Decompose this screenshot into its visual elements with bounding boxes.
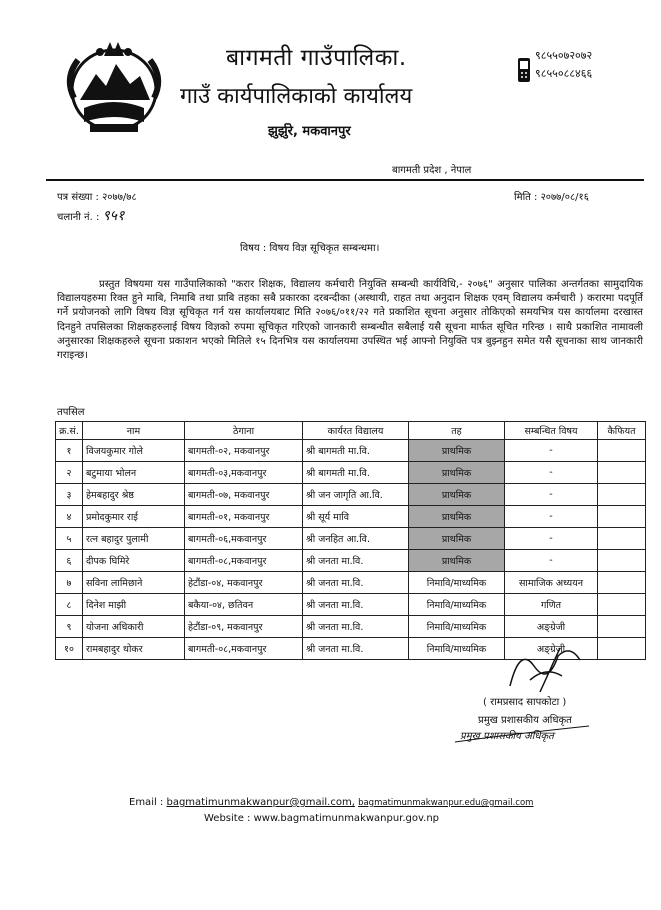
website-link[interactable]: Website : www.bagmatimunmakwanpur.gov.np	[204, 813, 440, 824]
cell-serial: ४	[56, 506, 83, 528]
cell-serial: ७	[56, 572, 83, 594]
letter-body	[57, 278, 643, 363]
cell-address: बागमती-०६,मकवानपुर	[185, 528, 303, 550]
cell-subject: अङ्ग्रेजी	[505, 638, 598, 660]
mobile-phone-icon	[517, 57, 531, 83]
header-divider	[46, 179, 644, 181]
table-row	[56, 484, 646, 506]
cell-level: प्राथमिक	[409, 462, 505, 484]
cell-school: श्री बागमती मा.वि.	[303, 462, 409, 484]
phone-numbers	[535, 47, 592, 83]
cell-address: बागमती-०१, मकवानपुर	[185, 506, 303, 528]
cell-subject: सामाजिक अध्ययन	[505, 572, 598, 594]
cell-address: बकैया-०४, छतिवन	[185, 594, 303, 616]
cell-name: रामबहादुर थोकर	[83, 638, 185, 660]
cell-serial: ३	[56, 484, 83, 506]
cell-name: विजयकुमार गोले	[83, 440, 185, 462]
cell-address: हेटौंडा-०९, मकवानपुर	[185, 616, 303, 638]
table-body	[56, 440, 646, 660]
email-link-primary[interactable]: bagmatimunmakwanpur@gmail.com,	[166, 797, 355, 808]
col-header-serial: क्र.सं.	[56, 422, 83, 440]
cell-name: दिनेश माझी	[83, 594, 185, 616]
signature-scribble	[500, 636, 590, 696]
dispatch-value: ९५१	[102, 208, 125, 224]
email-label: Email :	[129, 797, 164, 808]
phone-number: ९८५५०७२०७२	[535, 49, 593, 62]
cell-remarks	[598, 594, 646, 616]
cell-subject: अङ्ग्रेजी	[505, 616, 598, 638]
cell-school: श्री सूर्य मावि	[303, 506, 409, 528]
col-header-remarks: कैफियत	[598, 422, 646, 440]
cell-serial: १	[56, 440, 83, 462]
cell-subject: -	[505, 528, 598, 550]
cell-level: प्राथमिक	[409, 506, 505, 528]
government-emblem-icon	[60, 38, 168, 138]
cell-serial: १०	[56, 638, 83, 660]
cell-name: हेमबहादुर श्रेष्ठ	[83, 484, 185, 506]
col-header-name: नाम	[83, 422, 185, 440]
cell-remarks	[598, 616, 646, 638]
cell-remarks	[598, 462, 646, 484]
cell-serial: ८	[56, 594, 83, 616]
cell-address: बागमती-०२, मकवानपुर	[185, 440, 303, 462]
cell-subject: -	[505, 462, 598, 484]
cell-address: हेटौंडा-०४, मकवानपुर	[185, 572, 303, 594]
col-header-address: ठेगाना	[185, 422, 303, 440]
cell-subject: -	[505, 440, 598, 462]
cell-remarks	[598, 550, 646, 572]
cell-name: बटुमाया भोलन	[83, 462, 185, 484]
contact-email	[129, 797, 533, 808]
annex-label: तपसिल	[57, 407, 85, 418]
cell-name: रत्न बहादुर पुलामी	[83, 528, 185, 550]
col-header-school: कार्यरत विद्यालय	[303, 422, 409, 440]
letter-date: मिति : २०७७/०८/१६	[514, 192, 589, 203]
signatory-name: ( रामप्रसाद सापकोटा )	[483, 697, 567, 708]
cell-level: निमावि/माध्यमिक	[409, 616, 505, 638]
table-row	[56, 440, 646, 462]
cell-remarks	[598, 484, 646, 506]
table-row	[56, 572, 646, 594]
cell-subject: -	[505, 550, 598, 572]
cell-remarks	[598, 528, 646, 550]
cell-serial: २	[56, 462, 83, 484]
cell-address: बागमती-०३,मकवानपुर	[185, 462, 303, 484]
cell-school: श्री जनता मा.वि.	[303, 594, 409, 616]
phone-number: ९८५५०८८४६६	[535, 67, 593, 80]
signatory-title: प्रमुख प्रशासकीय अधिकृत	[478, 715, 572, 726]
appointee-table	[55, 421, 646, 660]
cell-level: प्राथमिक	[409, 550, 505, 572]
cell-remarks	[598, 440, 646, 462]
province-label: बागमती प्रदेश , नेपाल	[392, 165, 472, 176]
municipality-name: बागमती गाउँपालिका.	[226, 45, 407, 71]
letter-subject: विषय : विषय विज्ञ सूचिकृत सम्बन्धमा।	[240, 243, 380, 254]
office-location: झुर्झुरे, मकवानपुर	[268, 124, 351, 139]
cell-level: प्राथमिक	[409, 528, 505, 550]
col-header-level: तह	[409, 422, 505, 440]
table-row	[56, 594, 646, 616]
cell-serial: ६	[56, 550, 83, 572]
cell-school: श्री बागमती मा.वि.	[303, 440, 409, 462]
dispatch-number	[57, 206, 124, 225]
cell-school: श्री जन जागृति आ.वि.	[303, 484, 409, 506]
cell-remarks	[598, 572, 646, 594]
body-paragraph: प्रस्तुत विषयमा यस गाउँपालिकाको "करार शिक्षक, विद्यालय कर्मचारी नियुक्ति सम्बन्धी कार्यविधि,- २०७६" अनुसार पालिका अन्तर्गतका सामुदायिक विद्यालयहरुमा रिक्त हुने माबि, निमाबि तथा प्राबि तहका सबै प्रकारका दरबन्दीका (अस्थायी, राहत तथा अनुदान शिक्षक एवम् विद्यालय कर्मचारी ) करारमा पदपूर्ति गर्ने प्रयोजनको लागि विषय विज्ञ सूचिकृत गर्न यस कार्यालयबाट मिति २०७६/०११/२२ गते प्रकाशित सूचना अनुसार तोकिएको समयभित्र यस कार्यालमा दरखास्त दिनहुने तपसिलका शिक्षकहरुलाई विषय विज्ञको रुपमा सूचिकृत गरिएको जानकारी सम्बन्धीत सबैलाई यसै सूचना मार्फत सूचित गरिन्छ । साथै प्रकाशित नामावली अनुसारका शिक्षकहरुले सूचना प्रकाशन भएको मितिले १५ दिनभित्र यस कार्यालयमा उपस्थित भई आफ्नो नियुक्ति पत्र बुझ्नहुन समेत यसै सूचनाका साथ जानकारी गराइन्छ।	[57, 279, 643, 362]
table-header-row	[56, 422, 646, 440]
cell-subject: गणित	[505, 594, 598, 616]
cell-address: बागमती-०८,मकवानपुर	[185, 638, 303, 660]
cell-level: प्राथमिक	[409, 484, 505, 506]
official-stamp: प्रमुख प्रशासकीय अधिकृत	[460, 731, 554, 742]
cell-remarks	[598, 638, 646, 660]
table-row	[56, 506, 646, 528]
cell-name: योजना अधिकारी	[83, 616, 185, 638]
dispatch-label: चलानी नं. :	[57, 212, 100, 223]
cell-address: बागमती-०७, मकवानपुर	[185, 484, 303, 506]
cell-school: श्री जनता मा.वि.	[303, 550, 409, 572]
cell-address: बागमती-०८,मकवानपुर	[185, 550, 303, 572]
cell-name: प्रमोदकुमार राई	[83, 506, 185, 528]
cell-school: श्री जनता मा.वि.	[303, 638, 409, 660]
cell-school: श्री जनता मा.वि.	[303, 572, 409, 594]
office-name: गाउँ कार्यपालिकाको कार्यालय	[180, 84, 413, 109]
email-link-secondary[interactable]: bagmatimunmakwanpur.edu@gmail.com	[358, 798, 534, 808]
cell-school: श्री जनहित आ.वि.	[303, 528, 409, 550]
cell-level: निमावि/माध्यमिक	[409, 594, 505, 616]
cell-serial: ५	[56, 528, 83, 550]
cell-subject: -	[505, 484, 598, 506]
cell-level: निमावि/माध्यमिक	[409, 572, 505, 594]
reference-number: पत्र संख्या : २०७७/७८	[57, 192, 137, 203]
table-row	[56, 616, 646, 638]
cell-level: प्राथमिक	[409, 440, 505, 462]
cell-name: दीपक घिमिरे	[83, 550, 185, 572]
cell-name: सविना लामिछाने	[83, 572, 185, 594]
cell-level: निमावि/माध्यमिक	[409, 638, 505, 660]
cell-serial: ९	[56, 616, 83, 638]
table-row	[56, 550, 646, 572]
cell-school: श्री जनता मा.वि.	[303, 616, 409, 638]
cell-subject: -	[505, 506, 598, 528]
table-row	[56, 462, 646, 484]
col-header-subject: सम्बन्धित विषय	[505, 422, 598, 440]
cell-remarks	[598, 506, 646, 528]
table-row	[56, 528, 646, 550]
